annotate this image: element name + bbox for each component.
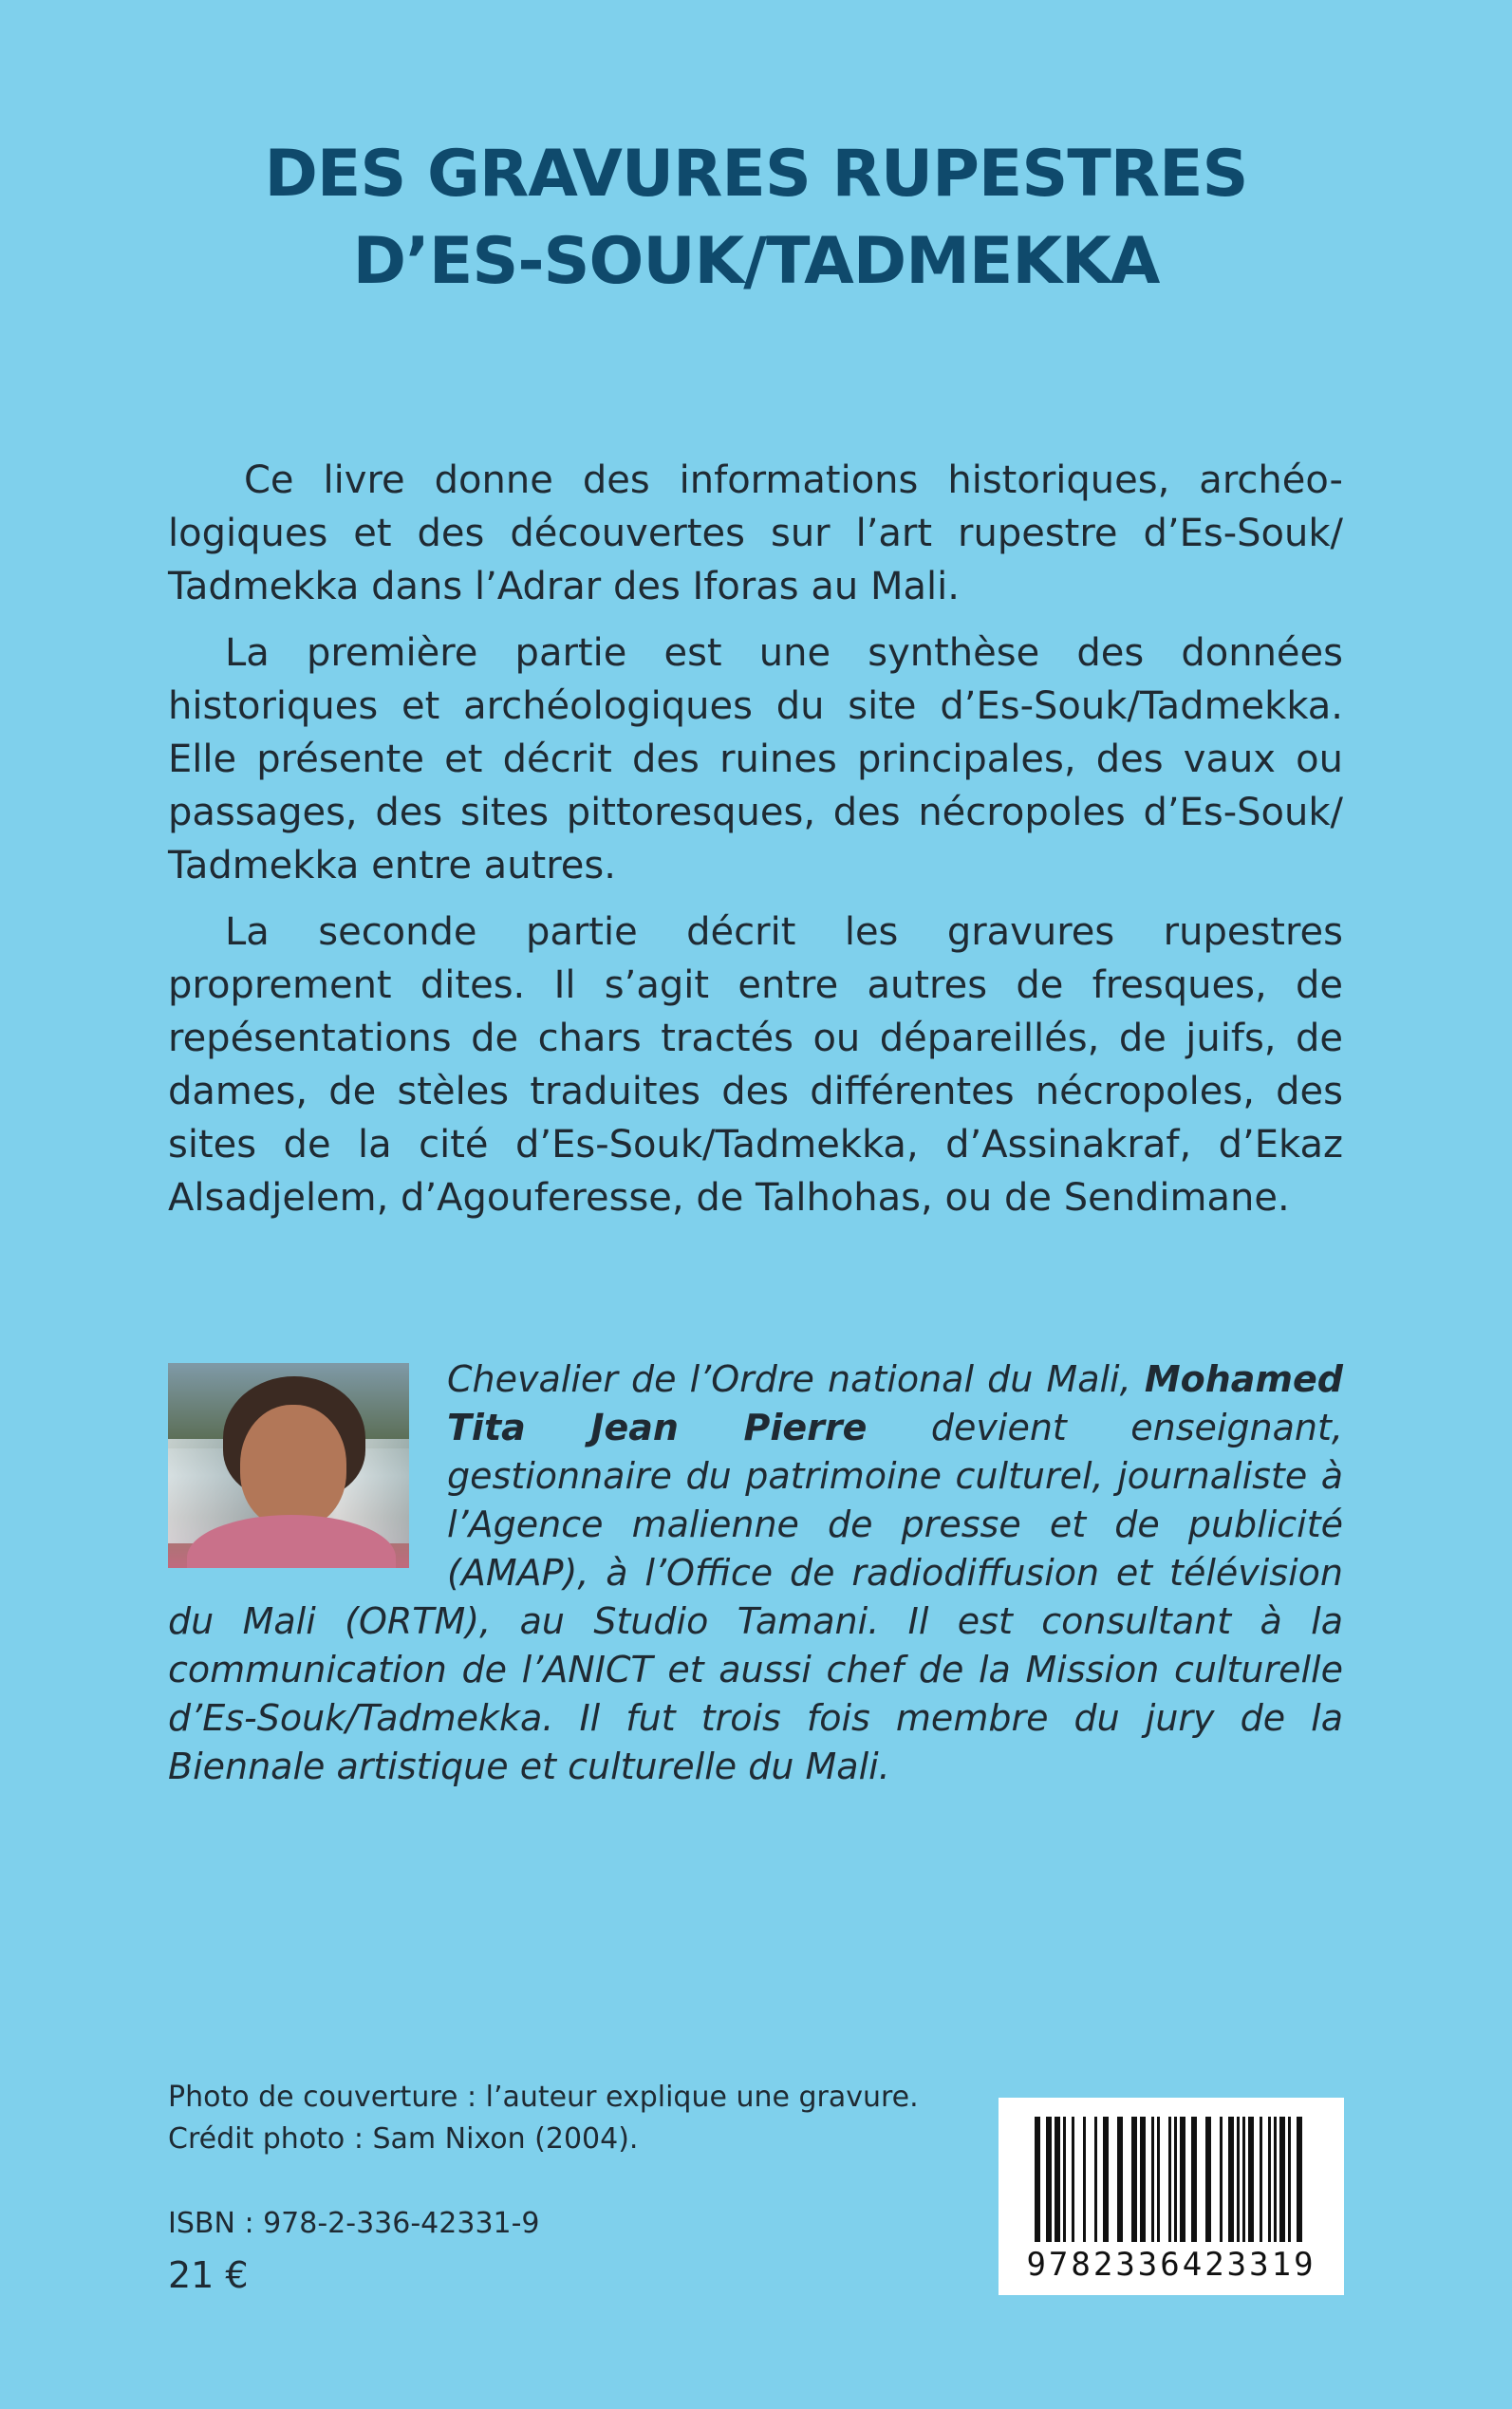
barcode-bar [1191, 2117, 1197, 2242]
barcode-bar [1072, 2117, 1074, 2242]
book-summary [168, 454, 1343, 1238]
barcode-bar [1174, 2117, 1177, 2242]
barcode-bar [1094, 2117, 1097, 2242]
barcode-bar [1268, 2117, 1271, 2242]
barcode-bar [1055, 2117, 1060, 2242]
barcode-bars [1035, 2117, 1308, 2242]
barcode-bar [1228, 2117, 1234, 2242]
barcode-bar [1248, 2117, 1254, 2242]
barcode-bar [1117, 2117, 1123, 2242]
book-title-line-1: DES GRAVURES RUPESTRES [264, 137, 1248, 212]
author-photo [168, 1363, 409, 1568]
barcode-bar [1242, 2117, 1245, 2242]
author-bio [168, 1355, 1343, 1791]
bio-text: devient enseignant, gestionnaire du patrimoine culturel, journaliste à l’Agence malienne de presse et de publicité (AMAP), à l’Office de radiodiffusion et télévision du Mali (ORTM), au Studio Tamani. Il est consultant à la communication de l’ANICT et aussi chef de la Mission culturelle d’Es-Souk/Tadmekka. Il fut trois fois membre du jury de la Biennale artistique et culturelle du Mali. [168, 1407, 1343, 1787]
barcode-bar [1046, 2117, 1052, 2242]
barcode [999, 2098, 1344, 2295]
barcode-bar [1157, 2117, 1160, 2242]
summary-paragraph-2: La première partie est une synthèse des données historiques et archéologiques du site d’Es-Souk/Tadmekka. Elle présente et décrit des ruines principales, des vaux ou passages, des sites pittoresques, des nécropoles d’Es-Souk/ Tadmekka entre autres. [168, 631, 1343, 887]
barcode-bar [1274, 2117, 1277, 2242]
barcode-number: 9782336423319 [1026, 2246, 1316, 2284]
barcode-bar [1180, 2117, 1185, 2242]
barcode-bar [1260, 2117, 1262, 2242]
barcode-bar [1168, 2117, 1171, 2242]
book-title [0, 131, 1512, 306]
author-name: Mohamed Tita Jean Pierre [447, 1358, 1343, 1448]
photo-credit: Crédit photo : Sam Nixon (2004). [168, 2122, 639, 2156]
barcode-bar [1151, 2117, 1154, 2242]
barcode-bar [1205, 2117, 1211, 2242]
barcode-bar [1063, 2117, 1066, 2242]
bio-intro: Chevalier de l’Ordre national du Mali, [447, 1358, 1145, 1400]
summary-paragraph-1: Ce livre donne des informations historiques, archéo-logiques et des découvertes sur l’art rupestre d’Es-Souk/ Tadmekka dans l’Adrar des Iforas au Mali. [168, 458, 1343, 608]
barcode-bar [1131, 2117, 1137, 2242]
barcode-bar [1140, 2117, 1146, 2242]
barcode-bar [1220, 2117, 1223, 2242]
barcode-bar [1279, 2117, 1285, 2242]
photo-credits [168, 2077, 919, 2160]
barcode-bar [1083, 2117, 1086, 2242]
barcode-bar [1035, 2117, 1040, 2242]
barcode-bar [1297, 2117, 1302, 2242]
photo-caption: Photo de couverture : l’auteur explique une gravure. [168, 2081, 919, 2114]
isbn: ISBN : 978-2-336-42331-9 [168, 2207, 540, 2240]
barcode-bar [1237, 2117, 1240, 2242]
barcode-bar [1288, 2117, 1291, 2242]
book-title-line-2: D’ES-SOUK/TADMEKKA [352, 224, 1160, 299]
barcode-bar [1103, 2117, 1109, 2242]
summary-paragraph-3: La seconde partie décrit les gravures rupestres proprement dites. Il s’agit entre autres de fresques, de repésentations de chars tractés ou dépareillés, de juifs, de dames, de stèles traduites des différentes nécropoles, des sites de la cité d’Es-Souk/Tadmekka, d’Assinakraf, d’Ekaz Alsadjelem, d’Agouferesse, de Talhohas, ou de Sendimane. [168, 910, 1343, 1220]
price: 21 € [168, 2254, 249, 2296]
